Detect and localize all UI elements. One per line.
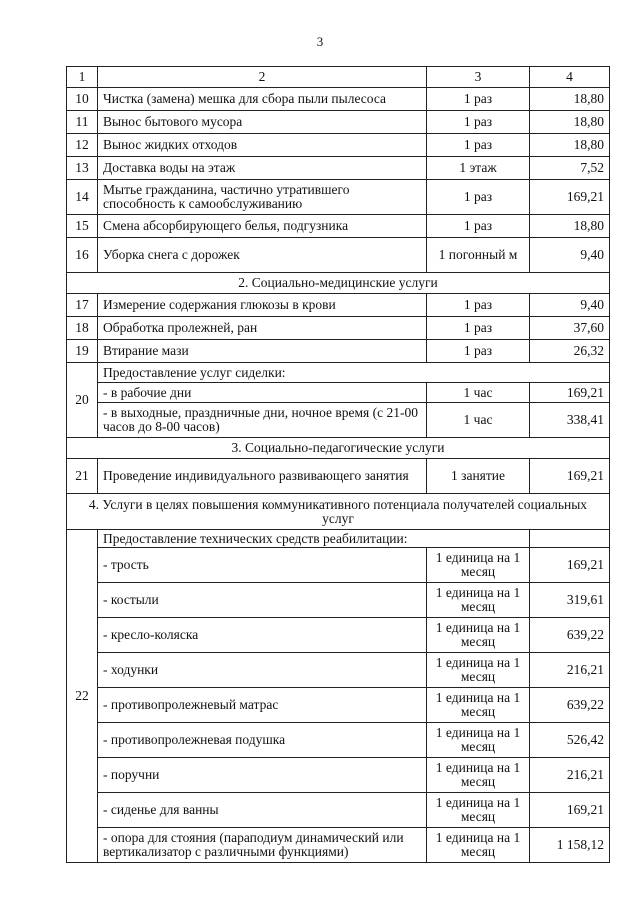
table-row <box>67 111 610 134</box>
row-number: 11 <box>67 111 98 134</box>
price: 18,80 <box>530 215 610 238</box>
table-header-row <box>67 67 610 88</box>
section-row <box>67 438 610 459</box>
service-name: Вынос жидких отходов <box>98 134 427 157</box>
table-row <box>67 294 610 317</box>
service-name: - сиденье для ванны <box>98 793 427 828</box>
row-number: 13 <box>67 157 98 180</box>
row-number: 16 <box>67 238 98 273</box>
sub-row <box>67 793 610 828</box>
section-row <box>67 494 610 530</box>
service-name: Мытье гражданина, частично утратившего способность к самообслуживанию <box>98 180 427 215</box>
service-name: Чистка (замена) мешка для сбора пыли пылесоса <box>98 88 427 111</box>
unit: 1 занятие <box>427 459 530 494</box>
header-col-1: 1 <box>67 67 98 88</box>
row-number: 17 <box>67 294 98 317</box>
unit: 1 раз <box>427 134 530 157</box>
sub-row <box>67 403 610 438</box>
service-name: - поручни <box>98 758 427 793</box>
unit: 1 этаж <box>427 157 530 180</box>
service-group-title: Предоставление услуг сиделки: <box>98 363 610 383</box>
section-row <box>67 273 610 294</box>
price: 169,21 <box>530 548 610 583</box>
price: 18,80 <box>530 134 610 157</box>
row-number: 20 <box>67 363 98 438</box>
unit: 1 единица на 1 месяц <box>427 723 530 758</box>
unit: 1 единица на 1 месяц <box>427 828 530 863</box>
empty-cell <box>530 530 610 548</box>
service-name: Измерение содержания глюкозы в крови <box>98 294 427 317</box>
table-row <box>67 157 610 180</box>
header-col-2: 2 <box>98 67 427 88</box>
price: 7,52 <box>530 157 610 180</box>
unit: 1 единица на 1 месяц <box>427 793 530 828</box>
row-number: 22 <box>67 530 98 863</box>
price: 639,22 <box>530 618 610 653</box>
sub-row <box>67 758 610 793</box>
row-number: 21 <box>67 459 98 494</box>
unit: 1 раз <box>427 88 530 111</box>
service-name: - ходунки <box>98 653 427 688</box>
service-name: Доставка воды на этаж <box>98 157 427 180</box>
service-name: - противопролежневый матрас <box>98 688 427 723</box>
unit: 1 единица на 1 месяц <box>427 758 530 793</box>
service-group-title: Предоставление технических средств реабилитации: <box>98 530 530 548</box>
table-row <box>67 215 610 238</box>
unit: 1 раз <box>427 294 530 317</box>
table-row-group-20 <box>67 363 610 383</box>
unit: 1 раз <box>427 340 530 363</box>
price: 526,42 <box>530 723 610 758</box>
service-name: - костыли <box>98 583 427 618</box>
price: 169,21 <box>530 459 610 494</box>
sub-row <box>67 383 610 403</box>
price: 1 158,12 <box>530 828 610 863</box>
unit: 1 час <box>427 403 530 438</box>
price: 319,61 <box>530 583 610 618</box>
service-name: - трость <box>98 548 427 583</box>
table-row <box>67 238 610 273</box>
sub-row <box>67 583 610 618</box>
service-name: Обработка пролежней, ран <box>98 317 427 340</box>
price: 18,80 <box>530 111 610 134</box>
table-row-group-22 <box>67 530 610 548</box>
sub-row <box>67 688 610 723</box>
section-title: 3. Социально-педагогические услуги <box>67 438 610 459</box>
sub-row <box>67 723 610 758</box>
unit: 1 погонный м <box>427 238 530 273</box>
sub-row <box>67 618 610 653</box>
sub-row <box>67 653 610 688</box>
price: 338,41 <box>530 403 610 438</box>
unit: 1 раз <box>427 180 530 215</box>
service-name: Втирание мази <box>98 340 427 363</box>
unit: 1 раз <box>427 111 530 134</box>
unit: 1 единица на 1 месяц <box>427 688 530 723</box>
table-row <box>67 340 610 363</box>
row-number: 12 <box>67 134 98 157</box>
price: 9,40 <box>530 238 610 273</box>
service-name: Смена абсорбирующего белья, подгузника <box>98 215 427 238</box>
header-col-3: 3 <box>427 67 530 88</box>
table-row <box>67 88 610 111</box>
tariff-table <box>66 66 610 863</box>
price: 9,40 <box>530 294 610 317</box>
unit: 1 час <box>427 383 530 403</box>
service-name: Уборка снега с дорожек <box>98 238 427 273</box>
price: 18,80 <box>530 88 610 111</box>
row-number: 18 <box>67 317 98 340</box>
row-number: 15 <box>67 215 98 238</box>
sub-row <box>67 828 610 863</box>
table-row <box>67 134 610 157</box>
section-title: 2. Социально-медицинские услуги <box>67 273 610 294</box>
table-row <box>67 317 610 340</box>
row-number: 19 <box>67 340 98 363</box>
price: 216,21 <box>530 653 610 688</box>
price: 37,60 <box>530 317 610 340</box>
price: 639,22 <box>530 688 610 723</box>
service-name: - кресло-коляска <box>98 618 427 653</box>
header-col-4: 4 <box>530 67 610 88</box>
row-number: 10 <box>67 88 98 111</box>
unit: 1 единица на 1 месяц <box>427 653 530 688</box>
page-number: 3 <box>316 34 324 49</box>
service-name: Вынос бытового мусора <box>98 111 427 134</box>
price: 169,21 <box>530 793 610 828</box>
sub-row <box>67 548 610 583</box>
service-name: Проведение индивидуального развивающего занятия <box>98 459 427 494</box>
unit: 1 единица на 1 месяц <box>427 548 530 583</box>
price: 26,32 <box>530 340 610 363</box>
service-name: - противопролежневая подушка <box>98 723 427 758</box>
section-title: 4. Услуги в целях повышения коммуникативного потенциала получателей социальных услуг <box>67 494 610 530</box>
price: 216,21 <box>530 758 610 793</box>
service-name: - в рабочие дни <box>98 383 427 403</box>
service-name: - в выходные, праздничные дни, ночное время (с 21-00 часов до 8-00 часов) <box>98 403 427 438</box>
unit: 1 раз <box>427 215 530 238</box>
unit: 1 единица на 1 месяц <box>427 618 530 653</box>
price: 169,21 <box>530 383 610 403</box>
price: 169,21 <box>530 180 610 215</box>
table-row <box>67 180 610 215</box>
unit: 1 единица на 1 месяц <box>427 583 530 618</box>
row-number: 14 <box>67 180 98 215</box>
table-row <box>67 459 610 494</box>
unit: 1 раз <box>427 317 530 340</box>
service-name: - опора для стояния (параподиум динамический или вертикализатор с различными функциями) <box>98 828 427 863</box>
